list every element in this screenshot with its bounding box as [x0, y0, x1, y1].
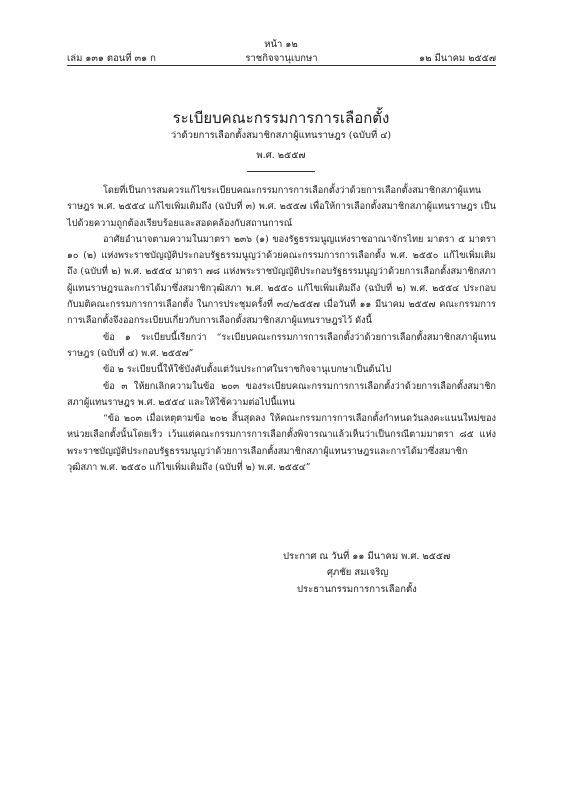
document-year: พ.ศ. ๒๕๕๗	[256, 150, 306, 161]
authority-paragraph: อาศัยอำนาจตามความในมาตรา ๒๓๖ (๑) ของรัฐธรรมนูญแห่งราชอาณาจักรไทย มาตรา ๕ มาตรา ๑๐ (๒) แห่งพระราชบัญญัติประกอบรัฐธรรมนูญว่าด้วยคณะกรรมการการเลือกตั้ง พ.ศ. ๒๕๕๐ แก้ไขเพิ่มเติมถึง (ฉบับที่ ๒) พ.ศ. ๒๕๕๔ มาตรา ๗๘ แห่งพระราชบัญญัติประกอบรัฐธรรมนูญว่าด้วยการเลือกตั้งสมาชิกสภาผู้แทนราษฎรและการได้มาซึ่งสมาชิกวุฒิสภา พ.ศ. ๒๕๕๐ แก้ไขเพิ่มเติมถึง (ฉบับที่ ๒) พ.ศ. ๒๕๕๔ ประกอบกับมติคณะกรรมการการเลือกตั้ง ในการประชุมครั้งที่ ๓๔/๒๕๕๗ เมื่อวันที่ ๑๑ มีนาคม ๒๕๕๗ คณะกรรมการการเลือกตั้งจึงออกระเบียบเกี่ยวกับการเลือกตั้งสมาชิกสภาผู้แทนราษฎรไว้ ดังนี้	[67, 233, 496, 327]
gazette-header	[67, 51, 496, 66]
clause-2: ข้อ ๒ ระเบียบนี้ให้ใช้บังคับตั้งแต่วันประกาศในราชกิจจานุเบกษาเป็นต้นไป	[103, 364, 392, 376]
header-divider	[67, 65, 496, 66]
document-title: ระเบียบคณะกรรมการการเลือกตั้ง	[172, 109, 390, 127]
publication-date: ๑๒ มีนาคม ๒๕๕๗	[419, 53, 496, 64]
page-number: หน้า ๑๒	[264, 39, 298, 50]
signer-name: ศุภชัย สมเจริญ	[327, 567, 389, 579]
signer-position: ประธานกรรมการการเลือกตั้ง	[297, 583, 417, 595]
document-subtitle: ว่าด้วยการเลือกตั้งสมาชิกสภาผู้แทนราษฎร (ฉบับที่ ๔)	[170, 130, 392, 141]
clause-1: ข้อ ๑ ระเบียบนี้เรียกว่า “ระเบียบคณะกรรมการการเลือกตั้งว่าด้วยการเลือกตั้งสมาชิกสภาผู้แทนราษฎร (ฉบับที่ ๔) พ.ศ. ๒๕๕๗”	[67, 331, 496, 359]
amended-clause-203: “ข้อ ๒๐๓ เมื่อเหตุตามข้อ ๒๐๒ สิ้นสุดลง ให้คณะกรรมการการเลือกตั้งกำหนดวันลงคะแนนใหม่ของหน่วยเลือกตั้งนั้นโดยเร็ว เว้นแต่คณะกรรมการการเลือกตั้งพิจารณาแล้วเห็นว่าเป็นกรณีตามมาตรา ๘๕ แห่งพระราชบัญญัติประกอบรัฐธรรมนูญว่าด้วยการเลือกตั้งสมาชิกสภาผู้แทนราษฎรและการได้มาซึ่งสมาชิกวุฒิสภา พ.ศ. ๒๕๕๐ แก้ไขเพิ่มเติมถึง (ฉบับที่ ๒) พ.ศ. ๒๕๕๔”	[67, 413, 496, 474]
clause-3: ข้อ ๓ ให้ยกเลิกความในข้อ ๒๐๓ ของระเบียบคณะกรรมการการเลือกตั้งว่าด้วยการเลือกตั้งสมาชิกสภาผู้แทนราษฎร พ.ศ. ๒๕๕๔ และให้ใช้ความต่อไปนี้แทน	[67, 380, 496, 408]
volume-issue: เล่ม ๑๓๑ ตอนที่ ๓๑ ก	[67, 53, 156, 64]
signature-block	[283, 549, 483, 598]
preamble-paragraph: โดยที่เป็นการสมควรแก้ไขระเบียบคณะกรรมการการเลือกตั้งว่าด้วยการเลือกตั้งสมาชิกสภาผู้แทนราษฎร พ.ศ. ๒๕๕๔ แก้ไขเพิ่มเติมถึง (ฉบับที่ ๓) พ.ศ. ๒๕๕๗ เพื่อให้การเลือกตั้งสมาชิกสภาผู้แทนราษฎร เป็นไปด้วยความถูกต้องเรียบร้อยและสอดคล้องกับสถานการณ์	[67, 185, 496, 229]
announcement-date: ประกาศ ณ วันที่ ๑๑ มีนาคม พ.ศ. ๒๕๕๗	[283, 551, 451, 562]
document-body	[67, 183, 496, 476]
publication-name: ราชกิจจานุเบกษา	[245, 53, 318, 64]
title-divider	[247, 171, 315, 172]
